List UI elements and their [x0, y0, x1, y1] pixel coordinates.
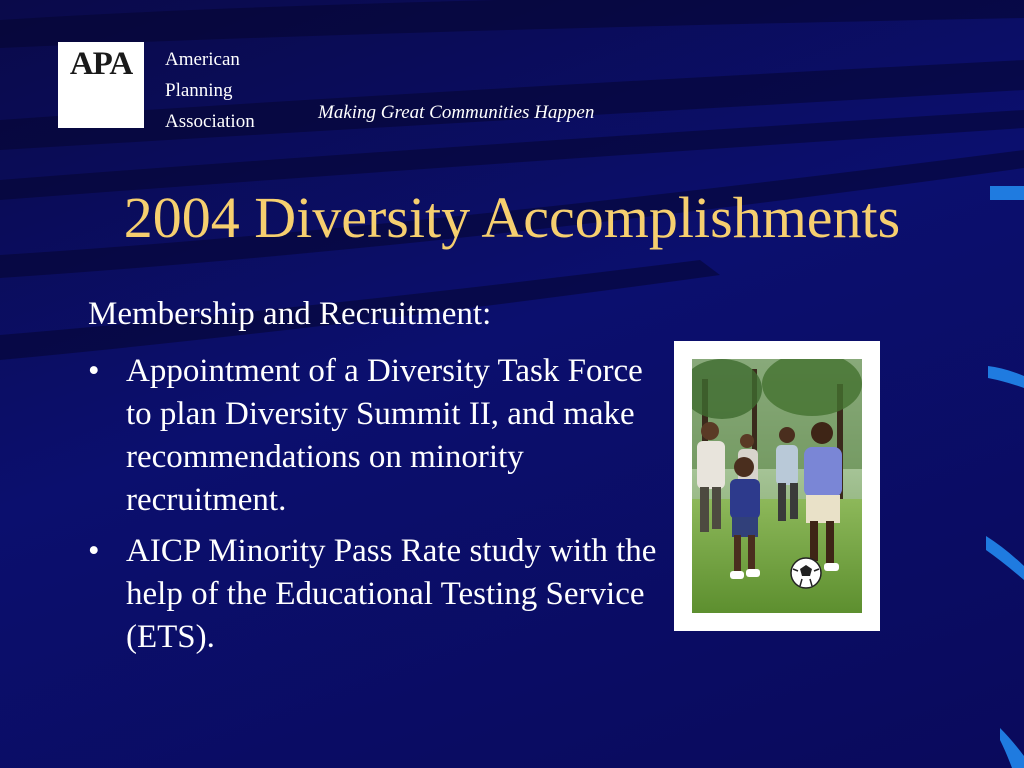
bullet-marker: •: [88, 533, 100, 569]
bullet-item: [88, 530, 658, 659]
children-playing-soccer-photo-icon: [692, 359, 862, 613]
tagline: Making Great Communities Happen: [318, 102, 595, 123]
section-heading: Membership and Recruitment:: [88, 296, 492, 332]
bullet-item: [88, 350, 658, 522]
apa-logo-box: [58, 42, 144, 128]
bullet-marker: •: [88, 353, 100, 389]
organization-name: [165, 44, 255, 137]
apa-logo-icon: APA: [69, 46, 133, 82]
org-name-line: Planning: [165, 80, 233, 101]
photo-frame: [674, 341, 880, 631]
bullet-text: AICP Minority Pass Rate study with the help of the Educational Testing Service (ETS).: [126, 533, 657, 655]
bullet-text: Appointment of a Diversity Task Force to plan Diversity Summit II, and make recommendations on minority recruitment.: [126, 353, 643, 518]
bullet-list: [88, 350, 658, 667]
org-name-line: American: [165, 49, 240, 70]
org-name-line: Association: [165, 111, 255, 132]
slide-title: 2004 Diversity Accomplishments: [123, 185, 901, 250]
